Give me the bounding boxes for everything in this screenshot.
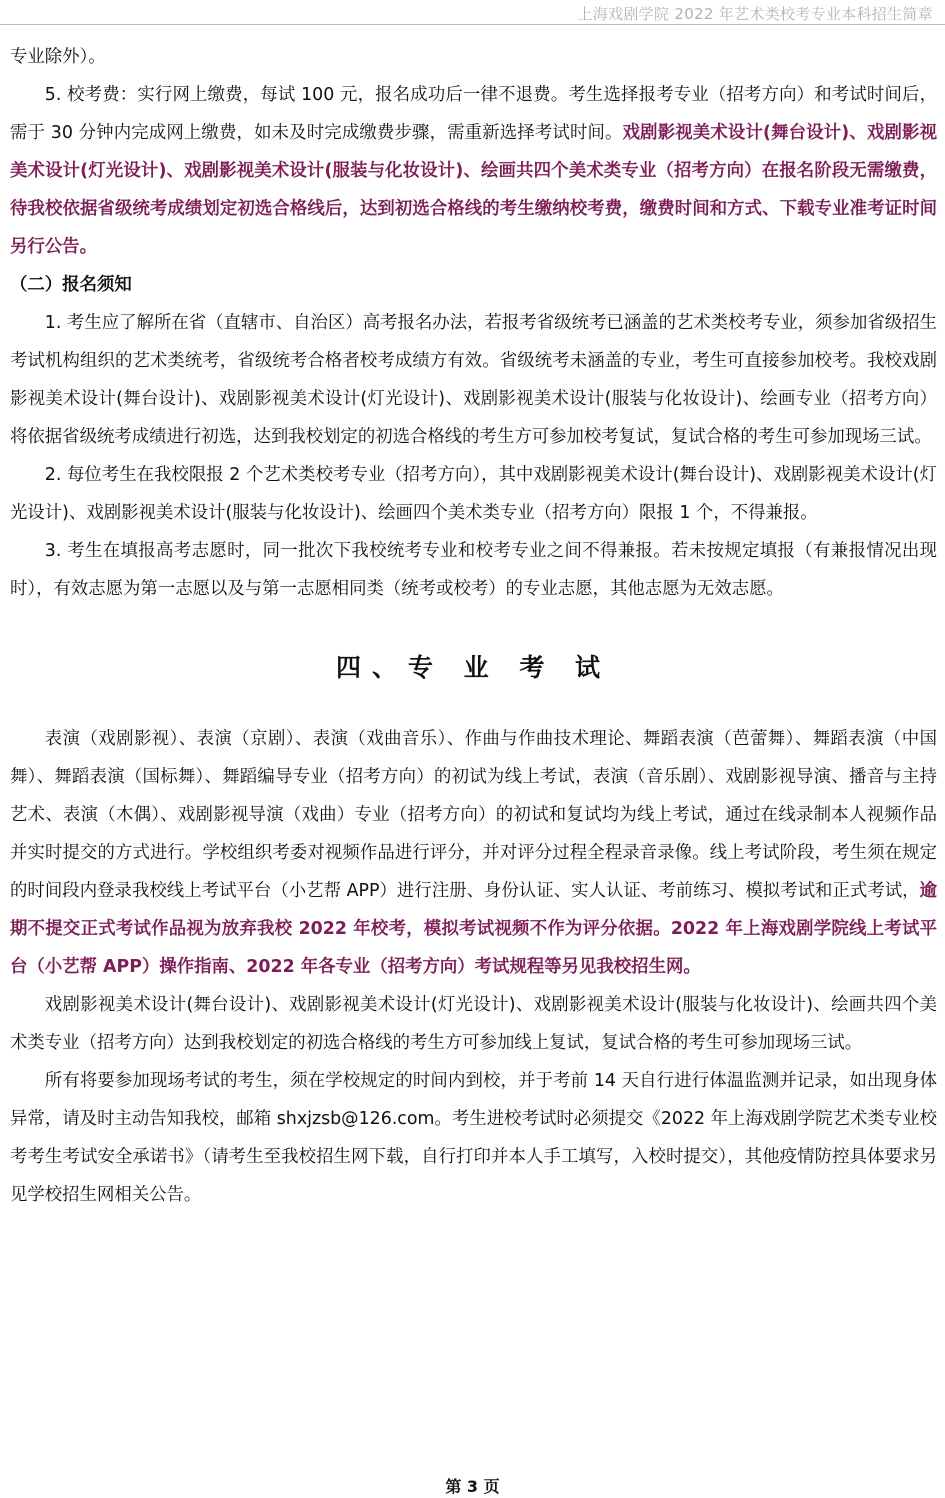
- page-number: 第 3 页: [445, 1477, 500, 1496]
- document-body: [10, 38, 937, 1214]
- paragraph-exam-onsite: 所有将要参加现场考试的考生，须在学校规定的时间内到校，并于考前 14 天自行进行体温监测并记录，如出现身体异常，请及时主动告知我校，邮箱 shxjzsb@126.com。考生进校考试时必须提交《2022 年上海戏剧学院艺术类专业校考考生考试安全承诺书》（请考生至我校招生网下载，自行打印并本人手工填写，入校时提交），其他疫情防控具体要求另见学校招生网相关公告。: [10, 1071, 937, 1205]
- paragraph-rule-1: 1. 考生应了解所在省（直辖市、自治区）高考报名办法，若报考省级统考已涵盖的艺术类校考专业，须参加省级招生考试机构组织的艺术类统考，省级统考合格者校考成绩方有效。省级统考未涵盖的专业，考生可直接参加校考。我校戏剧影视美术设计(舞台设计)、戏剧影视美术设计(灯光设计)、戏剧影视美术设计(服装与化妆设计)、绘画专业（招考方向）将依据省级统考成绩进行初选，达到我校划定的初选合格线的考生方可参加校考复试，复试合格的考生可参加现场三试。: [10, 313, 937, 447]
- subheading-registration-notes: （二）报名须知: [10, 275, 132, 295]
- page-header: [0, 0, 945, 25]
- section-heading-professional-exam: 四、专 业 考 试: [335, 653, 612, 682]
- header-title: 上海戏剧学院 2022 年艺术类校考专业本科招生简章: [577, 5, 933, 23]
- paragraph-rule-3: 3. 考生在填报高考志愿时，同一批次下我校统考专业和校考专业之间不得兼报。若未按规定填报（有兼报情况出现时），有效志愿为第一志愿以及与第一志愿相同类（统考或校考）的专业志愿，其他志愿为无效志愿。: [10, 541, 937, 599]
- exam-online-text: 表演（戏剧影视）、表演（京剧）、表演（戏曲音乐）、作曲与作曲技术理论、舞蹈表演（芭蕾舞）、舞蹈表演（中国舞）、舞蹈表演（国标舞）、舞蹈编导专业（招考方向）的初试为线上考试，表演（音乐剧）、戏剧影视导演、播音与主持艺术、表演（木偶）、戏剧影视导演（戏曲）专业（招考方向）的初试和复试均为线上考试，通过在线录制本人视频作品并实时提交的方式进行。学校组织考委对视频作品进行评分，并对评分过程全程录音录像。线上考试阶段，考生须在规定的时间段内登录我校线上考试平台（小艺帮 APP）进行注册、身份认证、实人认证、考前练习、模拟考试和正式考试，: [10, 729, 937, 901]
- paragraph-continuation: 专业除外）。: [10, 47, 106, 67]
- paragraph-rule-2: 2. 每位考生在我校限报 2 个艺术类校考专业（招考方向），其中戏剧影视美术设计(舞台设计)、戏剧影视美术设计(灯光设计)、戏剧影视美术设计(服装与化妆设计)、绘画四个美术类专业（招考方向）限报 1 个，不得兼报。: [10, 465, 937, 523]
- paragraph-exam-art: 戏剧影视美术设计(舞台设计)、戏剧影视美术设计(灯光设计)、戏剧影视美术设计(服装与化妆设计)、绘画共四个美术类专业（招考方向）达到我校划定的初选合格线的考生方可参加线上复试，复试合格的考生可参加现场三试。: [10, 995, 937, 1053]
- fee-emphasis-text: 戏剧影视美术设计(舞台设计)、戏剧影视美术设计(灯光设计)、戏剧影视美术设计(服装与化妆设计)、绘画共四个美术类专业（招考方向）在报名阶段无需缴费，待我校依据省级统考成绩划定初选合格线后，达到初选合格线的考生缴纳校考费，缴费时间和方式、下载专业准考证时间另行公告。: [10, 123, 937, 257]
- fee-text: 5. 校考费：实行网上缴费，每试 100 元，报名成功后一律不退费。考生选择报考专业（招考方向）和考试时间后，需于 30 分钟内完成网上缴费，如未及时完成缴费步骤，需重新选择考试时间。: [10, 85, 937, 143]
- paragraph-exam-online: [10, 720, 937, 986]
- exam-online-emphasis-text: 逾期不提交正式考试作品视为放弃我校 2022 年校考，模拟考试视频不作为评分依据。2022 年上海戏剧学院线上考试平台（小艺帮 APP）操作指南、2022 年各专业（招考方向）考试规程等另见我校招生网。: [10, 881, 937, 977]
- paragraph-fee: [10, 76, 937, 266]
